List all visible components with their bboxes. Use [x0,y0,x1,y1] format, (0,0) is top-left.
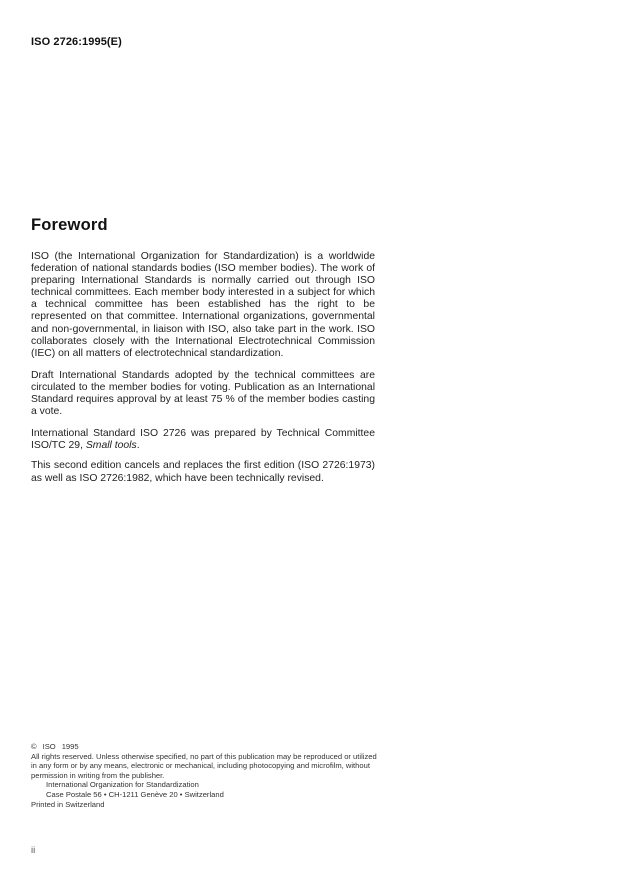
copyright-year: 1995 [61,742,79,751]
rights-statement: All rights reserved. Unless otherwise specified, no part of this publication may be reproduced or utilized in any form or by any means, electronic or mechanical, including photocopying and microfilm, without permission in writing from the publisher. [31,751,377,780]
committee-name: Small tools [85,440,137,452]
publisher-name: International Organization for Standardization [46,780,199,790]
foreword-body [31,251,375,495]
copyright-block [31,742,378,809]
paragraph-edition-note: This second edition cancels and replaces the first edition (ISO 2726:1973) as well as ISO 2726:1982, which have been technically revised. [31,460,375,484]
printed-in: Printed in Switzerland [31,799,105,809]
copyright-line [31,742,378,752]
paragraph-draft-standards: Draft International Standards adopted by the technical committees are circulated to the member bodies for voting. Publication as an International Standard requires approval by at least 75 % of the member bodies casting a vote. [31,369,375,418]
paragraph-iso-intro: ISO (the International Organization for Standardization) is a worldwide federation of national standards bodies (ISO member bodies). The work of preparing International Standards is normally carried out through ISO technical committees. Each member body interested in a subject for which a technical committee has been established has the right to be represented on that committee. International organizations, governmental and non-governmental, in liaison with ISO, also take part in the work. ISO collaborates closely with the International Electrotechnical Commission (IEC) on all matters of electrotechnical standardization. [31,251,375,359]
prepared-by-end: . [136,440,140,452]
foreword-title: Foreword [31,216,108,234]
copyright-org: ISO [42,742,56,751]
publisher-address: Case Postale 56 • CH-1211 Genève 20 • Switzerland [46,789,224,799]
page-number: ii [31,845,36,856]
document-id-header: ISO 2726:1995(E) [31,36,122,48]
prepared-by-text: International Standard ISO 2726 was prepared by Technical Committee ISO/TC 29, [31,428,375,452]
copyright-icon: © [31,742,37,751]
paragraph-prepared-by [31,428,375,452]
